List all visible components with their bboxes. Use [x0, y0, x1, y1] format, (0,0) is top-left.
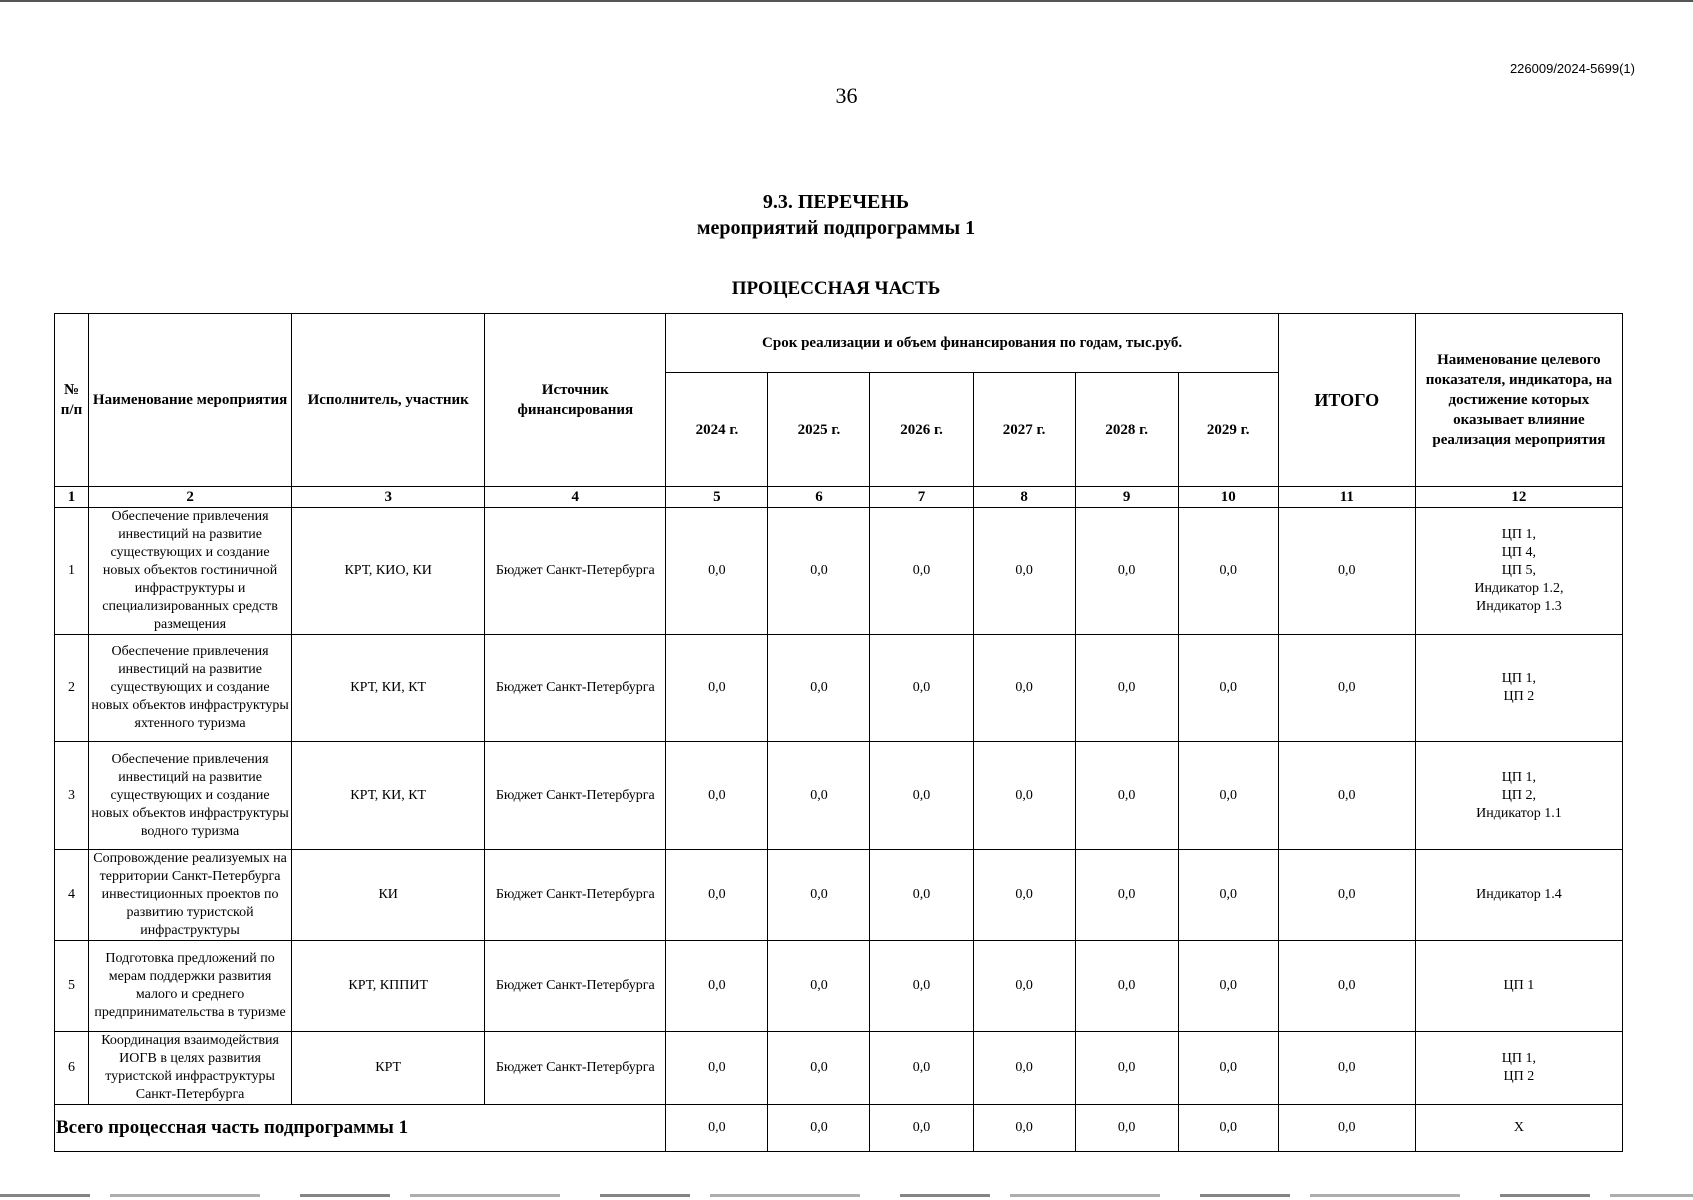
row-total: 0,0: [1278, 941, 1415, 1032]
year-value: 0,0: [1075, 508, 1178, 635]
indicator-line: ЦП 2: [1503, 689, 1535, 704]
column-number: 12: [1415, 487, 1622, 508]
year-value: 0,0: [973, 941, 1075, 1032]
executor: КРТ, КИО, КИ: [292, 508, 485, 635]
event-name: Координация взаимодействия ИОГВ в целях развития туристской инфраструктуры Санкт-Петербурга: [89, 1032, 292, 1105]
indicators: [1415, 508, 1622, 635]
funding-source: Бюджет Санкт-Петербурга: [485, 508, 666, 635]
total-year-value: 0,0: [870, 1105, 973, 1152]
year-value: 0,0: [666, 941, 768, 1032]
event-name: Обеспечение привлечения инвестиций на развитие существующих и создание новых объектов инфраструктуры водного туризма: [89, 742, 292, 850]
table-row: [55, 850, 1623, 941]
indicator-line: ЦП 1,: [1501, 527, 1537, 542]
column-number: 10: [1178, 487, 1278, 508]
table-row: [55, 742, 1623, 850]
total-year-value: 0,0: [666, 1105, 768, 1152]
executor: КРТ, КИ, КТ: [292, 742, 485, 850]
table-row: [55, 508, 1623, 635]
year-value: 0,0: [870, 508, 973, 635]
event-name: Подготовка предложений по мерам поддержки развития малого и среднего предпринимательства в туризме: [89, 941, 292, 1032]
year-value: 0,0: [666, 1032, 768, 1105]
column-number: 8: [973, 487, 1075, 508]
document-id: 226009/2024-5699(1): [1509, 61, 1635, 76]
year-value: 0,0: [870, 1032, 973, 1105]
year-value: 0,0: [1178, 508, 1278, 635]
scan-edge-bottom: [0, 1194, 1693, 1197]
column-number: 2: [89, 487, 292, 508]
executor: КРТ: [292, 1032, 485, 1105]
year-value: 0,0: [1075, 742, 1178, 850]
year-value: 0,0: [870, 850, 973, 941]
total-year-value: 0,0: [1178, 1105, 1278, 1152]
row-number: 2: [55, 635, 89, 742]
column-number: 9: [1075, 487, 1178, 508]
year-value: 0,0: [768, 1032, 870, 1105]
indicator-line: ЦП 2: [1503, 1069, 1535, 1084]
year-value: 0,0: [768, 742, 870, 850]
indicator-line: ЦП 4,: [1501, 545, 1537, 560]
indicator-line: ЦП 5,: [1501, 563, 1537, 578]
indicator-line: Индикатор 1.2,: [1474, 581, 1564, 596]
year-value: 0,0: [870, 941, 973, 1032]
year-value: 0,0: [1075, 635, 1178, 742]
column-number: 5: [666, 487, 768, 508]
year-value: 0,0: [1178, 1032, 1278, 1105]
indicator-line: ЦП 1: [1503, 978, 1535, 993]
row-total: 0,0: [1278, 508, 1415, 635]
row-number: 3: [55, 742, 89, 850]
column-number: 11: [1278, 487, 1415, 508]
header-period: Срок реализации и объем финансирования по годам, тыс.руб.: [666, 314, 1278, 373]
year-value: 0,0: [666, 850, 768, 941]
row-total: 0,0: [1278, 635, 1415, 742]
header-year: 2025 г.: [768, 373, 870, 487]
table-body: [55, 508, 1623, 1152]
header-row: [55, 314, 1623, 373]
total-year-value: 0,0: [1075, 1105, 1178, 1152]
funding-source: Бюджет Санкт-Петербурга: [485, 1032, 666, 1105]
indicator-line: ЦП 2,: [1501, 787, 1537, 803]
year-value: 0,0: [870, 635, 973, 742]
year-value: 0,0: [1178, 850, 1278, 941]
row-number: 5: [55, 941, 89, 1032]
document-title: 9.3. ПЕРЕЧЕНЬ: [762, 191, 910, 213]
header-year: 2026 г.: [870, 373, 973, 487]
header-source: Источник финансирования: [485, 314, 666, 487]
header-executor: Исполнитель, участник: [292, 314, 485, 487]
events-table: [54, 313, 1623, 1152]
year-value: 0,0: [768, 635, 870, 742]
event-name: Сопровождение реализуемых на территории Санкт-Петербурга инвестиционных проектов по развитию туристской инфраструктуры: [89, 850, 292, 941]
header-indicator: Наименование целевого показателя, индикатора, на достижение которых оказывает влияние реализация мероприятия: [1415, 314, 1622, 487]
page-number: 36: [835, 83, 858, 108]
document-subtitle: мероприятий подпрограммы 1: [696, 217, 976, 239]
total-label: Всего процессная часть подпрограммы 1: [55, 1105, 666, 1152]
column-number: 6: [768, 487, 870, 508]
header-event-name: Наименование мероприятия: [89, 314, 292, 487]
grand-total: 0,0: [1278, 1105, 1415, 1152]
indicator-line: Индикатор 1.3: [1476, 599, 1562, 614]
indicators: [1415, 941, 1622, 1032]
executor: КИ: [292, 850, 485, 941]
year-value: 0,0: [1075, 941, 1178, 1032]
header-year: 2028 г.: [1075, 373, 1178, 487]
year-value: 0,0: [1075, 850, 1178, 941]
indicators: [1415, 850, 1622, 941]
year-value: 0,0: [870, 742, 973, 850]
table-row: [55, 1032, 1623, 1105]
column-number: 3: [292, 487, 485, 508]
year-value: 0,0: [666, 508, 768, 635]
indicators: [1415, 635, 1622, 742]
indicator-line: Индикатор 1.4: [1476, 887, 1562, 902]
scan-edge-top: [0, 0, 1693, 2]
total-row: [55, 1105, 1623, 1152]
funding-source: Бюджет Санкт-Петербурга: [485, 850, 666, 941]
total-year-value: 0,0: [768, 1105, 870, 1152]
year-value: 0,0: [768, 508, 870, 635]
year-value: 0,0: [1178, 742, 1278, 850]
indicator-line: Индикатор 1.1: [1476, 805, 1562, 821]
executor: КРТ, КППИТ: [292, 941, 485, 1032]
year-value: 0,0: [1075, 1032, 1178, 1105]
funding-source: Бюджет Санкт-Петербурга: [485, 941, 666, 1032]
indicators: [1415, 742, 1622, 850]
row-total: 0,0: [1278, 1032, 1415, 1105]
column-number: 1: [55, 487, 89, 508]
year-value: 0,0: [973, 508, 1075, 635]
row-number: 4: [55, 850, 89, 941]
indicator-line: ЦП 1,: [1501, 671, 1537, 686]
table-row: [55, 941, 1623, 1032]
year-value: 0,0: [666, 635, 768, 742]
total-indicator: Х: [1415, 1105, 1622, 1152]
row-number: 1: [55, 508, 89, 635]
year-value: 0,0: [973, 850, 1075, 941]
header-year: 2024 г.: [666, 373, 768, 487]
funding-source: Бюджет Санкт-Петербурга: [485, 742, 666, 850]
column-number: 7: [870, 487, 973, 508]
year-value: 0,0: [666, 742, 768, 850]
header-num: № п/п: [55, 314, 89, 487]
table-row: [55, 635, 1623, 742]
header-total: ИТОГО: [1278, 314, 1415, 487]
funding-source: Бюджет Санкт-Петербурга: [485, 635, 666, 742]
indicator-line: ЦП 1,: [1501, 769, 1537, 785]
column-number-row: [55, 487, 1623, 508]
row-total: 0,0: [1278, 742, 1415, 850]
column-number: 4: [485, 487, 666, 508]
header-year: 2029 г.: [1178, 373, 1278, 487]
year-value: 0,0: [973, 1032, 1075, 1105]
year-value: 0,0: [1178, 635, 1278, 742]
total-year-value: 0,0: [973, 1105, 1075, 1152]
row-number: 6: [55, 1032, 89, 1105]
header-year: 2027 г.: [973, 373, 1075, 487]
row-total: 0,0: [1278, 850, 1415, 941]
event-name: Обеспечение привлечения инвестиций на развитие существующих и создание новых объектов инфраструктуры яхтенного туризма: [89, 635, 292, 742]
indicator-line: ЦП 1,: [1501, 1051, 1537, 1066]
year-value: 0,0: [768, 850, 870, 941]
executor: КРТ, КИ, КТ: [292, 635, 485, 742]
year-value: 0,0: [973, 742, 1075, 850]
section-title: ПРОЦЕССНАЯ ЧАСТЬ: [731, 278, 941, 299]
indicators: [1415, 1032, 1622, 1105]
event-name: Обеспечение привлечения инвестиций на развитие существующих и создание новых объектов гостиничной инфраструктуры и специализированных средств размещения: [89, 508, 292, 635]
year-value: 0,0: [768, 941, 870, 1032]
year-value: 0,0: [1178, 941, 1278, 1032]
year-value: 0,0: [973, 635, 1075, 742]
